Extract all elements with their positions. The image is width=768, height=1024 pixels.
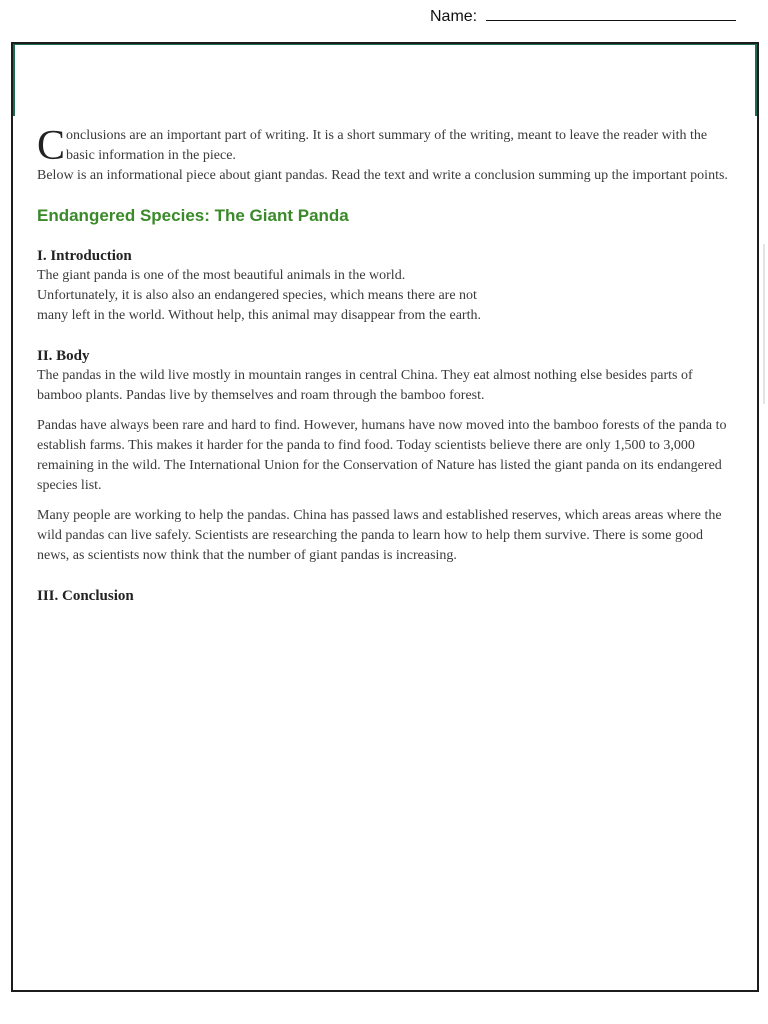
section-heading-body: II. Body xyxy=(37,348,90,364)
introduction-paragraph xyxy=(37,266,737,326)
body-paragraph-habitat: The pandas in the wild live mostly in mountain ranges in central China. They eat almost nothing else besides parts of bamboo plants. Pandas live by themselves and roam through the bamboo forest. xyxy=(37,368,693,403)
intro-text: onclusions are an important part of writing. It is a short summary of the writing, meant to leave the reader with the basic information in the piece. xyxy=(66,128,708,163)
dropcap-letter: C xyxy=(37,123,66,169)
introduction-line: many left in the world. Without help, this animal may disappear from the earth. xyxy=(37,308,481,323)
body-paragraph-conservation: Many people are working to help the pandas. China has passed laws and established reserves, which areas areas where the wild pandas can live safely. Scientists are researching the panda to learn how to help them survive. There is some good news, as scientists now think that the number of giant pandas is increasing. xyxy=(37,508,722,563)
introduction-line: Unfortunately, it is also also an endangered species, which means there are not xyxy=(37,288,477,303)
name-blank-line[interactable] xyxy=(486,5,736,21)
article-title: Endangered Species: The Giant Panda xyxy=(37,206,349,225)
body-paragraph-threats: Pandas have always been rare and hard to find. However, humans have now moved into the bamboo forests of the panda to establish farms. This makes it harder for the panda to find food. Today scientists believe there are only 1,500 to 3,000 remaining in the wild. The International Union for the Conservation of Nature has listed the giant panda on its endangered species list. xyxy=(37,418,727,493)
frame-top-accent xyxy=(13,44,757,116)
name-label: Name: xyxy=(430,8,482,25)
intro-paragraph xyxy=(37,123,737,169)
frame-shadow xyxy=(763,244,765,404)
instruction-text: Below is an informational piece about giant pandas. Read the text and write a conclusion summing up the important points. xyxy=(37,168,728,183)
section-heading-conclusion: III. Conclusion xyxy=(37,588,134,604)
name-field[interactable] xyxy=(430,5,736,26)
introduction-line: The giant panda is one of the most beautiful animals in the world. xyxy=(37,268,406,283)
section-heading-introduction: I. Introduction xyxy=(37,248,132,264)
worksheet-content xyxy=(37,123,737,606)
